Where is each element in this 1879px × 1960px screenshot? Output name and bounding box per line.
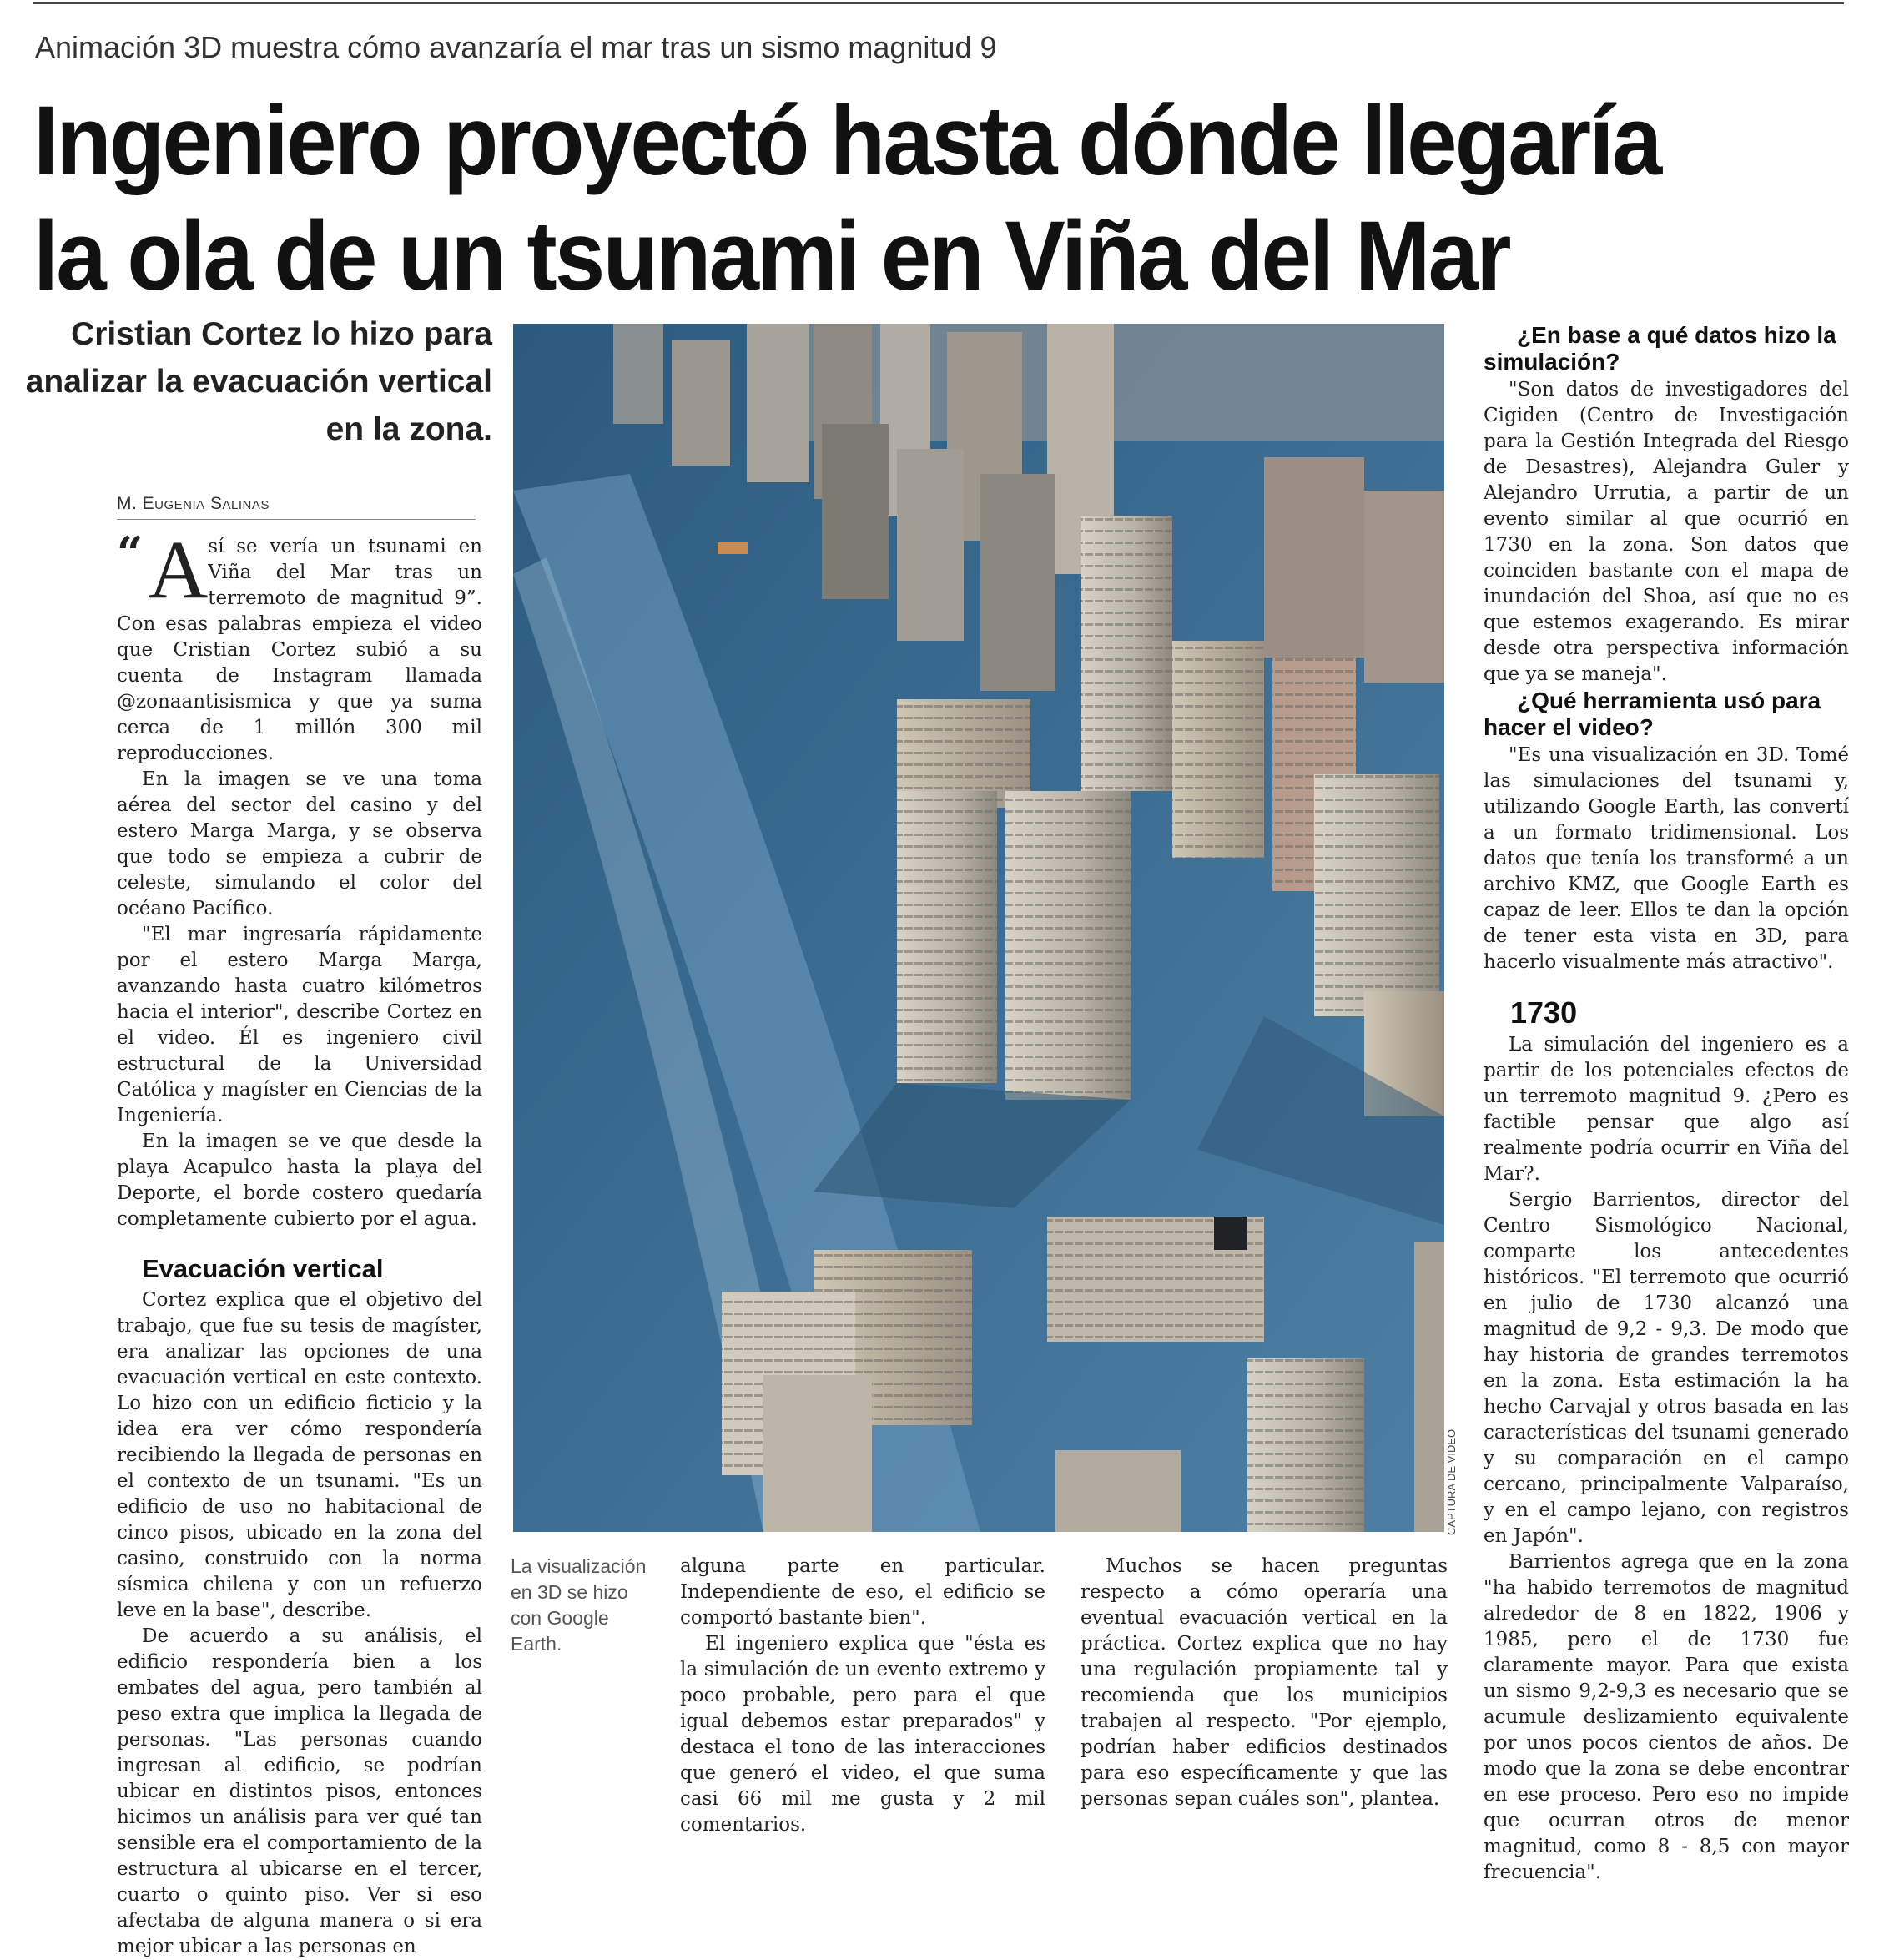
tower-windows <box>1172 641 1264 858</box>
tower <box>897 449 964 641</box>
paragraph: En la imagen se ve que desde la playa Acapulco hasta la playa del Deporte, el borde costero quedaría completamente cubierto por el agua. <box>117 1131 482 1230</box>
article-column-5 <box>1484 322 1849 1886</box>
tower-windows <box>897 791 997 1083</box>
photo-caption: La visualización en 3D se hizo con Google Earth. <box>511 1555 647 1655</box>
distant-tower <box>672 340 730 466</box>
aerial-city-flood-illustration <box>513 324 1444 1532</box>
paragraph: "El mar ingresaría rápidamente por el estero Marga Marga, avanzando hasta cuatro kilómetros hacia el interior", describe Cortez en el video. Él es ingeniero civil estructural de la Universidad Católica y magíster en Ciencias de la Ingeniería. <box>117 924 482 1126</box>
tower <box>822 424 889 599</box>
paragraph: De acuerdo a su análisis, el edificio respondería bien a los embates del agua, pero también al peso extra que implica la llegada de personas. "Las personas cuando ingresan al edificio, se podrían ubicar en distintos pisos, entonces hicimos un análisis para ver qué tan sensible era el comportamiento de la estructura al ubicarse en el tercer, cuarto o quinto piso. Ver si eso afectaba de alguna manera o si era mejor ubicar a las personas en <box>117 1625 482 1957</box>
article-kicker: Animación 3D muestra cómo avanzaría el mar tras un sismo magnitud 9 <box>35 30 997 64</box>
interview-answer: "Son datos de investigadores del Cigiden (Centro de Investigación para la Gestión Integrada del Riesgo de Desastres), Alejandra Guler y Alejandro Urrutia, a partir de un evento similar al que ocurrió en 1730 en la zona. Son datos que coinciden bastante con el mapa de inundación del Shoa, así que no es que estemos exagerando. Es mirar desde otra perspectiva información que ya se maneja". <box>1484 379 1849 685</box>
distant-tower <box>747 324 809 482</box>
interview-question: ¿Qué herramienta usó para hacer el video? <box>1484 688 1821 740</box>
paragraph: Muchos se hacen preguntas respecto a cómo operaría una eventual evacuación vertical en la práctica. Cortez explica que no hay una regulación propiamente tal y recomienda que los municipios trabajen al respecto. "Por ejemplo, podrían haber edificios destinados para eso específicamente y que las personas sepan cuáles son", plantea. <box>1081 1555 1448 1810</box>
top-rule <box>33 2 1844 4</box>
foreground-building <box>1055 1450 1181 1532</box>
drop-cap: A <box>148 523 209 616</box>
headline-line-2: la ola de un tsunami en Viña del Mar <box>33 201 1509 311</box>
article-column-3 <box>680 1554 1045 1838</box>
paragraph: Cortez explica que el objetivo del trabajo, que fue su tesis de magíster, era analizar las opciones de una evacuación vertical en este contexto. Lo hizo con un edificio ficticio y la idea era ver cómo respondería recibiendo la llegada de personas en el contexto de un tsunami. "Es un edificio de uso no habitacional de cinco pisos, ubicado en la zona del casino, construido con la norma sísmica chilena y con un refuerzo leve en la base", describe. <box>117 1289 482 1621</box>
tower <box>1364 491 1444 683</box>
building-windows <box>1247 1358 1364 1532</box>
small-structure <box>718 542 748 554</box>
article-column-4 <box>1081 1554 1448 1812</box>
tsunami-simulation-photo <box>513 324 1444 1532</box>
foreground-building <box>1414 1242 1444 1532</box>
paragraph: En la imagen se ve una toma aérea del sector del casino y del estero Marga Marga, y se observa que todo se empieza a cubrir de celeste, simulando el color del océano Pacífico. <box>117 768 482 920</box>
interview-question: ¿En base a qué datos hizo la simulación? <box>1484 322 1836 375</box>
article-subhead: Cristian Cortez lo hizo para analizar la evacuación vertical en la zona. <box>25 316 492 447</box>
rooftop-structure <box>1214 1217 1247 1250</box>
paragraph: La simulación del ingeniero es a partir de los potenciales efectos de un terremoto magnitud 9. ¿Pero es factible pensar que algo así realmente podría ocurrir en Viña del Mar?. <box>1484 1034 1849 1185</box>
paragraph: El ingeniero explica que "ésta es la simulación de un evento extremo y poco probable, pero para el que igual debemos estar preparados" y destaca el tono de las interacciones que generó el video, el que suma casi 66 mil me gusta y 2 mil comentarios. <box>680 1633 1045 1836</box>
section-heading-1730: 1730 <box>1510 995 1578 1030</box>
lead-text: sí se vería un tsunami en Viña del Mar tras un terremoto de magnitud 9”. Con esas palabras empieza el video que Cristian Cortez subió a su cuenta de Instagram llamada @zonaantisismica y que ya suma cerca de 1 millón 300 mil reproducciones. <box>117 536 482 764</box>
foreground-building <box>763 1375 872 1532</box>
tower <box>1264 457 1364 658</box>
interview-answer: "Es una visualización en 3D. Tomé las simulaciones del tsunami y, utilizando Google Earth, las convertí a un formato tridimensional. Los datos que tenía los transformé a un archivo KMZ, que Google Earth es capaz de leer. Ellos te dan la opción de tener esta vista en 3D, para hacerlo visualmente más atractivo". <box>1484 744 1849 973</box>
lead-paragraph <box>117 523 482 767</box>
paragraph: alguna parte en particular. Independiente de eso, el edificio se comportó bastante bien". <box>680 1555 1045 1629</box>
white-tower-windows <box>1081 516 1172 791</box>
tower-windows <box>1314 774 1439 1016</box>
paragraph: Sergio Barrientos, director del Centro Sismológico Nacional, comparte los antecedentes históricos. "El terremoto que ocurrió en julio de 1730 alcanzó una magnitud de 9,2 - 9,3. De modo que hay historia de grandes terremotos en la zona. Esta estimación la ha hecho Carvajal y otros basada en las características del tsunami generado y su comparación en el campo cercano, principalmente Valparaíso, y en el campo lejano, con registros en Japón". <box>1484 1189 1849 1547</box>
tower-windows <box>1005 791 1131 1100</box>
tower <box>980 474 1055 691</box>
byline: M. Eugenia Salinas <box>117 494 476 520</box>
article-column-1 <box>117 523 482 1957</box>
photo-credit: CAPTURA DE VIDEO <box>1445 1428 1458 1535</box>
opening-quote-mark: “ <box>117 527 144 580</box>
article-headline <box>33 83 1660 314</box>
headline-line-1: Ingeniero proyectó hasta dónde llegaría <box>33 86 1660 196</box>
distant-tower <box>613 324 663 424</box>
paragraph: Barrientos agrega que en la zona "ha habido terremotos de magnitud alrededor de 8 en 1822, 1906 y 1985, pero el de 1730 fue claramente mayor. Para que exista un sismo 9,2-9,3 es necesario que se acumule deslizamiento equivalente por unos pocos cientos de años. De modo que la zona se debe encontrar en ese proceso. Pero eso no impide que ocurran otros de menor magnitud, como 8 - 8,5 con mayor frecuencia". <box>1484 1551 1849 1883</box>
section-heading: Evacuación vertical <box>142 1254 384 1283</box>
